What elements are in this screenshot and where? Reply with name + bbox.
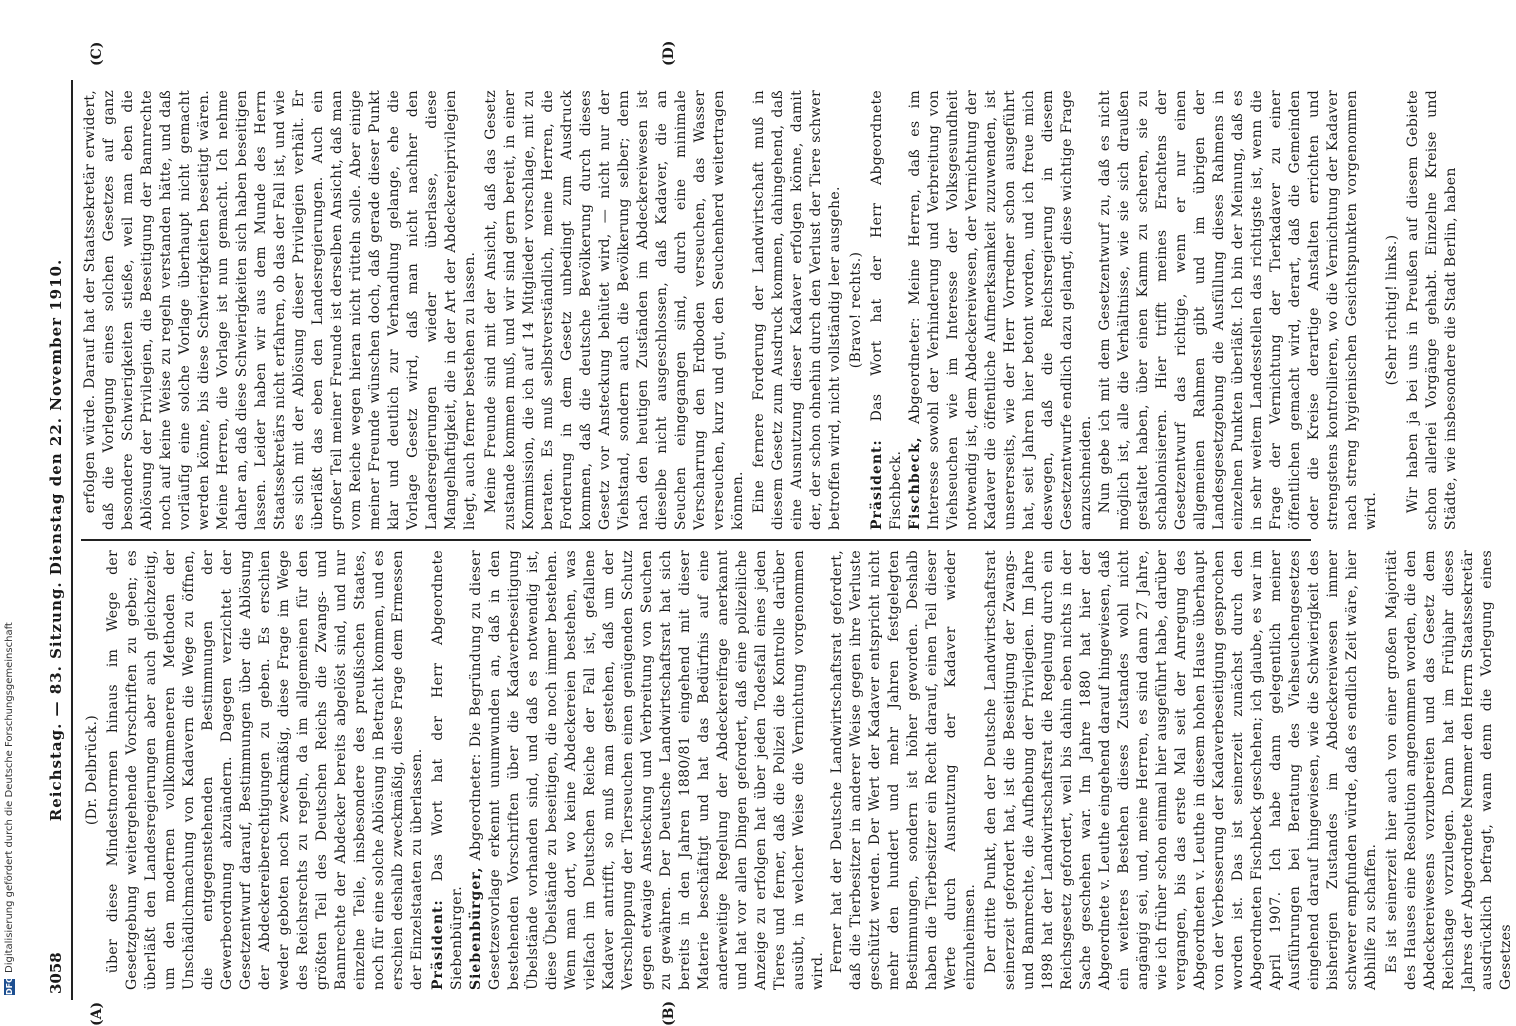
- speaker-name: Siebenbürger,: [468, 866, 484, 990]
- page-header: [41, 80, 71, 1000]
- digitization-credit: [4, 622, 15, 995]
- paragraph: Ferner hat der Deutsche Landwirtschaftsrat gefordert, daß die Tierbesitzer in anderer Weise gegen ihre Verluste geschützt werden. Der Wert der Kadaver entspricht nicht mehr den hundert und mehr Jahren festgelegten Bestimmungen, sondern ist höher geworden. Deshalb haben die Tierbesitzer ein Recht darauf, einen Teil dieser Werte durch Ausnutzung der Kadaver wieder einzuheimsen.: [829, 550, 978, 990]
- speaker-name: Fischbeck,: [907, 436, 923, 530]
- left-column: [81, 550, 1514, 990]
- right-column: [81, 90, 1459, 530]
- speech-siebenbuerger: [467, 550, 828, 990]
- speaker-name: Präsident:: [869, 439, 885, 530]
- paragraph: Eine fernere Forderung der Landwirtschaft muß in diesem Gesetz zum Ausdruck kommen, dahingehend, daß eine Ausnutzung dieser Kadaver erfolgen könne, damit der, der schon ohnehin durch den Verlust der Tiere schwer betroffen wird, nicht vollständig leer ausgehe.: [751, 90, 843, 530]
- margin-letter-b: (B): [661, 1000, 677, 1026]
- dfg-logo: DFG: [5, 976, 14, 995]
- paragraph: über diese Mindestnormen hinaus im Wege der Gesetzgebung weitergehende Vorschriften zu geben; es überläßt den Landesregierungen aber auch gleichzeitig, um den modernen vollkommeneren Methoden der Unschädlichmachung von Kadavern die Wege zu öffnen, die entgegenstehenden Bestimmungen der Gewerbeordnung abzuändern. Dagegen verzichtet der Gesetzentwurf darauf, Bestimmungen über die Ablösung der Abdeckereiberechtigungen zu geben. Es erschien weder geboten noch zweckmäßig, diese Frage im Wege des Reichsrechts zu regeln, da im allgemeinen für den größten Teil des Deutschen Reichs die Zwangs- und Bannrechte der Abdecker bereits abgelöst sind, und nur einzelne Teile, insbesondere des preußischen Staates, noch für eine solche Ablösung in Betracht kommen, und es erschien deshalb zweckmäßig, diese Frage dem Ermessen der Einzelstaaten zu überlassen.: [105, 550, 425, 990]
- newspaper-page: [41, 40, 1514, 1026]
- paragraph: Es ist seinerzeit hier auch von einer großen Majorität des Hauses eine Resolution angenommen worden, die den Abdeckereiwesens vorzubereiten und das Gesetz dem Reichstage vorzulegen. Dann hat im Frühjahr dieses Jahres der Abgeordnete Nemmer den Herrn Staatssekretär ausdrücklich befragt, wann denn die Vorlegung eines Gesetzes: [1384, 550, 1514, 990]
- margin-letter-d: (D): [661, 40, 677, 66]
- margin-letter-c: (C): [89, 41, 105, 66]
- speech-text: Abgeordneter: Die Begründung zu dieser Gesetzesvorlage erkennt unumwunden an, daß in den bestehenden Vorschriften über die Kadaverbeseitigung Übelstände vorhanden sind, und daß es notwendig ist, diese Übelstände zu beseitigen, die noch immer bestehen. Wenn man dort, wo keine Abdeckereien bestehen, was vielfach im Deutschen Reiche der Fall ist, gefallene Kadaver antrifft, so muß man gestehen, daß um der Verschleppung der Tierseuchen einen genügenden Schutz gegen etwaige Ansteckung und Verbreitung von Seuchen zu gewähren. Der Deutsche Landwirtschaftsrat hat sich bereits in den Jahren 1880/81 eingehend mit dieser Materie beschäftigt und hat das Bedürfnis auf eine anderweitige Regelung der Abdeckereifrage anerkannt und hat vor allen Dingen gefordert, daß eine polizeiliche Anzeige zu erfolgen hat über jeden Todesfall eines jeden Tieres und ferner, daß die Polizei die Kontrolle darüber ausübt, in welcher Weise die Vernichtung vorgenommen wird.: [468, 550, 826, 990]
- paragraph: erfolgen würde. Darauf hat der Staatssekretär erwidert, daß die Vorlegung eines solchen Gesetzes auf ganz besondere Schwierigkeiten stieße, weil man eben die Ablösung der Privilegien, die Beseitigung der Bannrechte noch auf keine Weise zu regeln verstanden hätte, und daß vorläufig eine solche Vorlage überhaupt nicht gemacht werden könne, bis diese Schwierigkeiten beseitigt wären. Meine Herren, die Vorlage ist nun gemacht. Ich nehme daher an, daß diese Schwierigkeiten sich haben beseitigen lassen. Leider haben wir aus dem Munde des Herrn Staatssekretärs nicht erfahren, ob das der Fall ist, und wie es sich mit der Ablösung dieser Privilegien verhält. Er überläßt das eben den Landesregierungen. Auch ein großer Teil meiner Freunde ist derselben Ansicht, daß man vom Reiche wegen hieran nicht rütteln solle. Aber einige meiner Freunde wünschen doch, daß gerade dieser Punkt klar und deutlich zur Verhandlung gelange, ehe die Vorlage Gesetz wird, daß man nicht nachher den Landesregierungen wieder überlasse, diese Mangelhaftigkeit, die in der Art der Abdeckereiprivilegien liegt, auch ferner bestehen zu lassen.: [82, 90, 478, 530]
- margin-letter-a: (A): [89, 1001, 105, 1026]
- speech-text: Das Wort hat der Herr Abgeordnete Siebenbürger.: [430, 550, 465, 990]
- speech-president-2: [868, 90, 906, 530]
- paragraph: Meine Freunde sind mit der Ansicht, daß das Gesetz zustande kommen muß, und wir sind gern bereit, in einer Kommission, die ich auf 14 Mitglieder vorschlage, mit zu beraten. Es muß selbstverständlich, meine Herren, die Forderung in dem Gesetz unbedingt zum Ausdruck kommen, daß die deutsche Bevölkerung durch dieses Gesetz vor Ansteckung behütet wird, — nicht nur der Viehstand, sondern auch die Bevölkerung selber; denn nach den heutigen Zuständen im Abdeckereiwesen ist dieselbe nicht ausgeschlossen, daß Kadaver, die an Seuchen eingegangen sind, durch eine minimale Verscharrung den Erdboden verseuchen, das Wasser verseuchen, kurz und gut, den Seuchenherd weitertragen können.: [483, 90, 746, 530]
- speech-text: Abgeordneter: Meine Herren, daß es im Interesse sowohl der Verhinderung und Verbreitung von Viehseuchen wie im Interesse der Volksgesundheit notwendig ist, dem Abdeckereiwesen, der Vernichtung der Kadaver die öffentliche Aufmerksamkeit zuzuwenden, ist unsererseits, wie der Herr Vorredner schon ausgeführt hat, seit Jahren hier betont worden, und ich freue mich deswegen, daß die Reichsregierung in diesem Gesetzentwurfe endlich dazu gelangt, diese wichtige Frage anzuschneiden.: [907, 90, 1094, 530]
- paragraph: Wir haben ja bei uns in Preußen auf diesem Gebiete schon allerlei Vorgänge gehabt. Einzelne Kreise und Städte, wie insbesondere die Stadt Berlin, haben: [1405, 90, 1459, 530]
- paragraph: Der dritte Punkt, den der Deutsche Landwirtschaftsrat seinerzeit gefordert hat, ist die Beseitigung der Zwangs- und Bannrechte, die Aufhebung der Privilegien. Im Jahre 1898 hat der Landwirtschaftsrat die Regelung durch ein Reichsgesetz gefordert, weil bis dahin eben nichts in der Sache geschehen war. Im Jahre 1880 hat hier der Abgeordnete v. Leuthe eingehend darauf hingewiesen, daß ein weiteres Bestehen dieses Zustandes wohl nicht angängig sei, und, meine Herren, es sind dann 27 Jahre, wie ich früher schon einmal hier ausgeführt habe, darüber vergangen, bis das erste Mal seit der Anregung des Abgeordneten v. Leuthe in diesem hohen Hause überhaupt von der Verbesserung der Kadaverbeseitigung gesprochen worden ist. Das ist seinerzeit zunächst durch den Abgeordneten Fischbeck geschehen; ich glaube, es war im April 1907. Ich habe dann gelegentlich meiner Ausführungen bei Beratung des Viehseuchengesetzes eingehend darauf hingewiesen, wie die Schwierigkeit des bisherigen Zustandes im Abdeckereiwesen immer schwerer empfunden würde, daß es endlich Zeit wäre, hier Abhilfe zu schaffen.: [983, 550, 1379, 990]
- column-divider: [81, 539, 1311, 541]
- header-rule: [71, 80, 73, 1000]
- speech-president-1: [429, 550, 467, 990]
- speaker-lead: (Dr. Delbrück.): [84, 714, 100, 826]
- page-number: 3058: [47, 952, 65, 994]
- running-title: Reichstag. — 83. Sitzung. Dienstag den 22. November 1910.: [47, 258, 65, 822]
- applause-note: (Bravo! rechts.): [848, 251, 864, 369]
- paragraph: Nun gebe ich mit dem Gesetzentwurf zu, daß es nicht möglich ist, alle die Verhältnisse, wie sie sich draußen gestaltet haben, über einen Kamm zu scheren, sie zu schablonisieren. Hier trifft meines Erachtens der Gesetzentwurf das richtige, wenn er nur einen allgemeinen Rahmen gibt und im übrigen der Landesgesetzgebung die Ausfüllung dieses Rahmens in einzelnen Punkten überläßt. Ich bin der Meinung, daß es in sehr weitem Landesstellen das richtigste ist, wenn die Frage der Vernichtung der Tierkadaver zu einer öffentlichen gemacht wird, derart, daß die Gemeinden oder die Kreise derartige Anstalten errichten und strengstens kontrollieren, wo die Vernichtung der Kadaver nach streng hygienischen Gesichtspunkten vorgenommen wird.: [1097, 90, 1379, 530]
- speech-text: Das Wort hat der Herr Abgeordnete Fischbeck.: [869, 90, 904, 530]
- applause-note: (Sehr richtig! links.): [1384, 234, 1400, 386]
- credit-text: Digitalisierung gefördert durch die Deutsche Forschungsgemeinschaft: [4, 622, 15, 973]
- speech-fischbeck: [906, 90, 1096, 530]
- speaker-name: Präsident:: [430, 899, 446, 990]
